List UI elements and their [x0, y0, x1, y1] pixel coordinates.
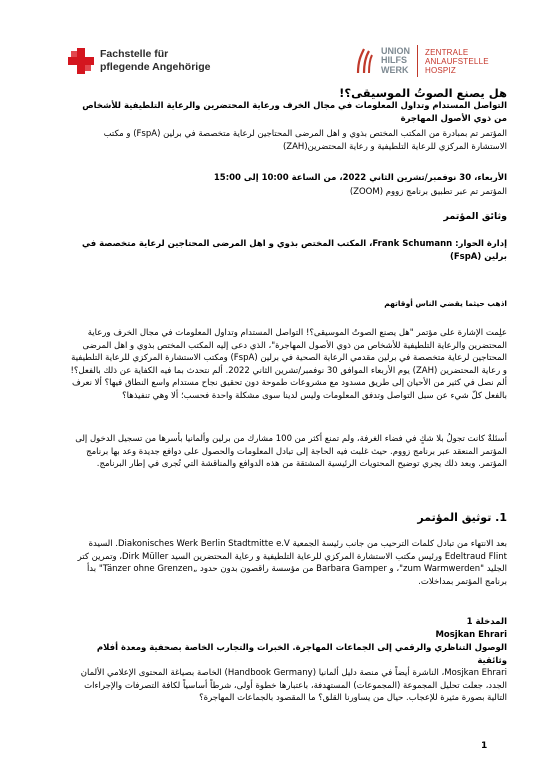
zoom-line: المؤتمر تم عبر تطبيق برنامج زووم (ZOOM) — [349, 187, 507, 197]
document-subtitle: التواصل المستدام وتداول المعلومات في مجال الخرف ورعاية المحتضرين والرعاية التلطيفية للأشخاص من ذوي الأصول المهاجرة — [82, 101, 507, 124]
uhw-line-1: UNION — [381, 45, 410, 56]
talk-1-speaker: Mosjkan Ehrari — [435, 630, 507, 640]
zah-line-2: ANLAUFSTELLE — [425, 56, 489, 66]
page-number: 1 — [481, 741, 488, 751]
zah-line-3: HOSPIZ — [425, 65, 456, 75]
date-line: الأربعاء، 30 نوفمبر/تشرين الثاني 2022، من الساعة 10:00 إلى 15:00 — [213, 173, 507, 183]
union-hilfswerk-text — [381, 47, 410, 76]
section-1-heading: 1. توثيق المؤتمر — [417, 511, 507, 524]
fachstelle-logo-text — [100, 48, 210, 74]
talk-1-label: المدخلة 1 — [466, 617, 507, 627]
uhw-line-3: WERK — [381, 64, 409, 75]
logo-line-2: pflegende Angehörige — [100, 61, 211, 73]
paragraph-2: أسئلةٌ كانت تجولُ بلا شكٍ في فضاء الغرفة، ولم تمنع أكثر من 100 مشارك من برلين وألمانيا بأسرها من تسجيل الدخول إلى المؤتمر المنعقد عبر برنامج زووم. حيث غلبت فيه الحاجة إلى تبادل المعلومات والحصول على دوافع جديدة وعد بها برنامج المؤتمر. وبعد ذلك يجري توضيح المحتويات الرئيسية المشتقة من هذه الدوافع والمناقشة التي تُجرى في إطار البرنامج. — [75, 434, 507, 469]
document-title: هل يصنع الصوتُ الموسيقى؟! — [339, 86, 507, 100]
zah-line-1: ZENTRALE — [425, 47, 469, 57]
section-1-paragraph: بعد الانتهاء من تبادل كلمات الترحيب من جانب رئيسة الجمعية Diakonisches Werk Berlin Stadtmitte e.V. السيدة Edeltraud Flint ورئيس مكتب الاستشارة المركزي للرعاية التلطيفية و رعاية المحتضرين السيد Dirk Müller، وتمرين كتر الجليد "zum Warmwerden"، و Barbara Gamper من مؤسسة راقصون بدون حدود „Tänzer ohne Grenzen" بدأ برنامج المؤتمر بمداخلات. — [77, 539, 507, 587]
red-cross-puzzle-icon — [68, 48, 94, 74]
talk-1-paragraph: Mosjkan Ehrari، الناشرة أيضاً في منصة دليل ألمانيا (Handbook Germany) الخاصة بصياغة المحتوى الإعلامي الألمان الجدد، جعلت تحليل المجموعة (المجموعات) المستهدفة، باعتبارها خطوة أولى، شرطاً أساسياً لكافة التصرفات والإجراءات التالية بصورة مثيرة للإعجاب. حيال من يساورنا القلق؟ ما المقصود بالجماعات المهاجرة؟ — [80, 668, 507, 703]
logo-line-1: Fachstelle für — [100, 48, 169, 60]
fachstelle-logo — [68, 36, 238, 86]
logo-divider — [417, 45, 418, 77]
moderation-line: إدارة الحوار: Frank Schumann، المكتب المختص بذوي و اهل المرضى المحتاجين لرعاية متخصصة في برلين (FspA) — [82, 239, 507, 262]
uhw-line-2: HILFS — [381, 55, 407, 66]
partner-logos — [355, 36, 515, 86]
union-hilfswerk-icon — [355, 47, 373, 75]
quote-line: اذهب حيثما يقضي الناس أوقاتهم — [384, 299, 507, 308]
zah-logo-text — [425, 48, 489, 75]
intro-paragraph: المؤتمر تم بمبادرة من المكتب المختص بذوي و اهل المرضى المحتاجين لرعاية متخصصة في برلين (FspA) و مكتب الاستشارة المركزي للرعاية التلطيفية و رعاية المحتضرين(ZAH) — [103, 129, 507, 152]
talk-1-title: الوصول التناظري والرقمي إلى الجماعات المهاجرة. الخبرات والتجارب الخاصة بصحفية ومعدة أفلام وثائقية — [96, 643, 507, 666]
paragraph-1: علِمت الإشارة على مؤتمر "هل يصنع الصوتُ الموسيقى؟! التواصل المستدام وتداول المعلومات في مجال الخرف ورعاية المحتضرين والرعاية التلطيفية للأشخاص من ذوي الأصول المهاجرة"، الذي دعى إليه المكتب المختص بذوي و اهل المرضى المحتاجين لرعاية متخصصة في برلين مقدمي الرعاية الصحية في برلين (FspA) ومكتب الاستشارة المركزي للرعاية التلطيفية و رعاية المحتضرين (ZAH) يوم الأربعاء الموافق 30 نوفمبر/تشرين الثاني 2022. ألم نتحدث بما فيه الكفاية عن ذلك بالفعل؟! ألم نصل في كثير من الأحيان إلى طريق مسدود مع مشروعات طموحة دون تحقيق نجاح مستدام واسع النطاق فيها؟ ألا نعرف بالفعل كلّ شيء عن سبل التواصل وتدفق المعلومات وليس لدينا سوى مشكلة واحدة فحسب؛ ألا وهي تنفيذها؟ — [70, 328, 507, 401]
documents-heading: وثائق المؤتمر — [443, 211, 507, 222]
